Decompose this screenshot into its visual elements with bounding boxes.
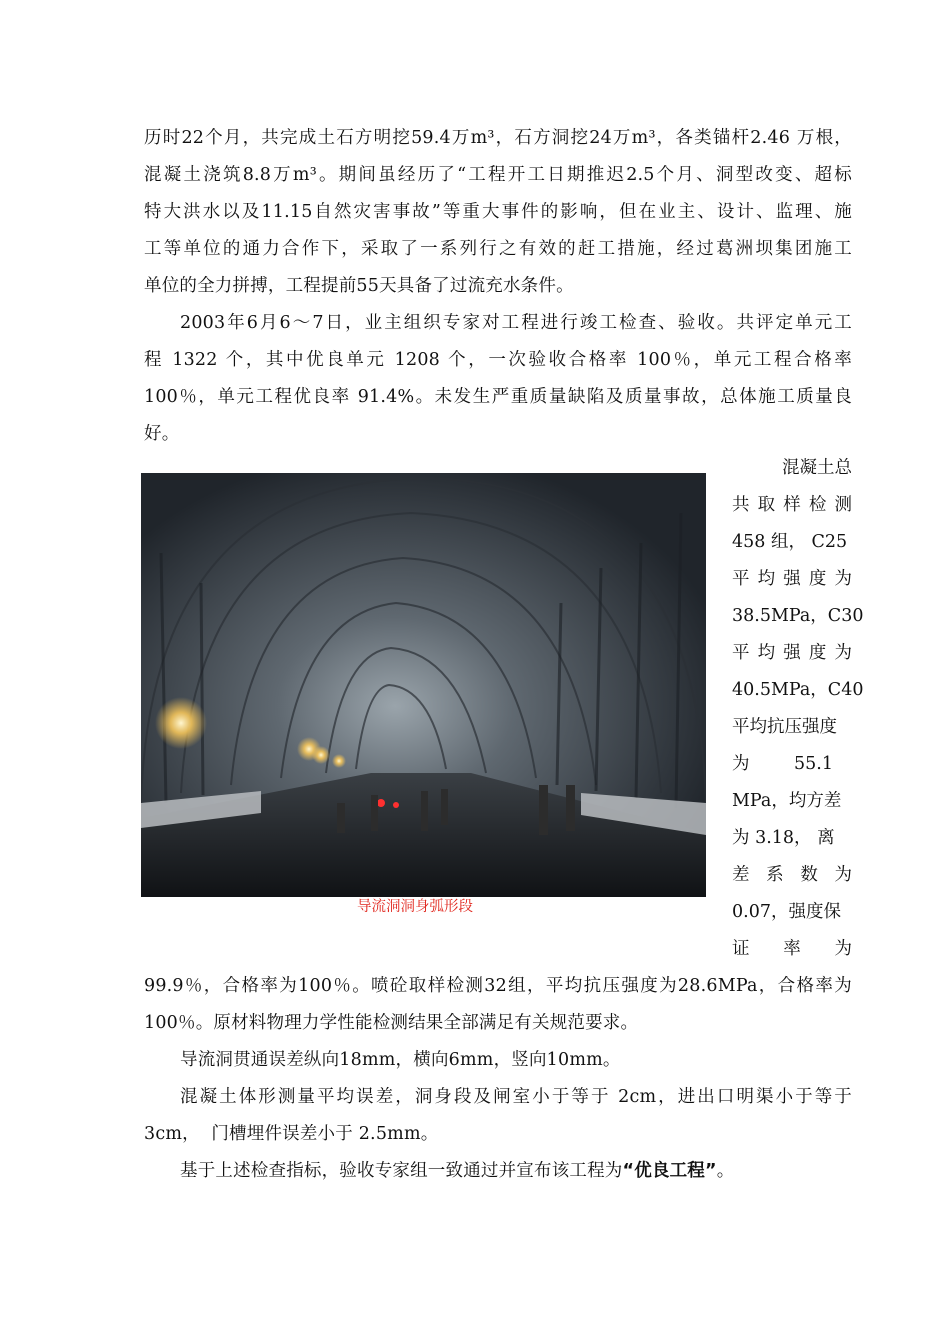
side-text-line-12: 差系数为 bbox=[732, 865, 852, 885]
paragraph-1-line-4: 工等单位的通力合作下，采取了一系列行之有效的赶工措施，经过葛洲坝集团施工 bbox=[144, 239, 852, 259]
paragraph-2-line-4: 好。 bbox=[144, 424, 180, 444]
paragraph-6-line-1 bbox=[144, 1159, 852, 1183]
side-text-line-10: MPa，均方差 bbox=[732, 791, 842, 811]
excellent-project-emphasis: “优良工程” bbox=[622, 1161, 717, 1181]
figure-caption: 导流洞洞身弧形段 bbox=[357, 899, 473, 915]
side-text-line-4: 平均强度为 bbox=[732, 569, 852, 589]
paragraph-3-line-1: 99.9％，合格率为100％。喷砼取样检测32组，平均抗压强度为28.6MPa，合格率为 bbox=[144, 976, 852, 996]
paragraph-1-line-1: 历时22个月，共完成土石方明挖59.4万m³，石方洞挖24万m³，各类锚杆2.46 万根， bbox=[144, 128, 852, 148]
side-text-line-3: 458 组， C25 bbox=[732, 532, 848, 552]
paragraph-6-prefix: 基于上述检查指标，验收专家组一致通过并宣布该工程为 bbox=[180, 1161, 623, 1181]
side-text-line-2: 共取样检测 bbox=[732, 495, 852, 515]
side-text-line-14: 证 率 为 bbox=[732, 939, 852, 959]
paragraph-1-line-3: 特大洪水以及11.15自然灾害事故”等重大事件的影响，但在业主、设计、监理、施 bbox=[144, 202, 852, 222]
side-text-line-5: 38.5MPa，C30 bbox=[732, 606, 864, 626]
side-text-line-9: 为 55.1 bbox=[732, 754, 833, 774]
paragraph-2-line-3: 100％，单元工程优良率 91.4%。未发生严重质量缺陷及质量事故，总体施工质量良 bbox=[144, 387, 852, 407]
paragraph-2-line-2: 程 1322 个，其中优良单元 1208 个，一次验收合格率 100％，单元工程合格率 bbox=[144, 350, 852, 370]
side-text-line-11: 为 3.18， 离 bbox=[732, 828, 835, 848]
paragraph-3-line-2: 100％。原材料物理力学性能检测结果全部满足有关规范要求。 bbox=[144, 1013, 639, 1033]
paragraph-6-suffix: 。 bbox=[716, 1161, 735, 1181]
side-text-line-6: 平均强度为 bbox=[732, 643, 852, 663]
side-text-line-7: 40.5MPa，C40 bbox=[732, 680, 864, 700]
paragraph-4-line-1: 导流洞贯通误差纵向18mm，横向6mm，竖向10mm。 bbox=[180, 1050, 621, 1070]
tunnel-photo-graphic bbox=[141, 473, 706, 897]
paragraph-5-line-1: 混凝土体形测量平均误差，洞身段及闸室小于等于 2cm，进出口明渠小于等于 bbox=[180, 1087, 852, 1107]
paragraph-1-line-2: 混凝土浇筑8.8万m³。期间虽经历了“工程开工日期推迟2.5个月、洞型改变、超标 bbox=[144, 165, 852, 185]
paragraph-5-line-2: 3cm， 门槽埋件误差小于 2.5mm。 bbox=[144, 1124, 439, 1144]
side-text-line-13: 0.07，强度保 bbox=[732, 902, 841, 922]
tunnel-photo bbox=[141, 473, 706, 897]
side-text-line-1: 混凝土总 bbox=[782, 458, 852, 478]
side-text-line-8: 平均抗压强度 bbox=[732, 717, 837, 737]
paragraph-1-line-5: 单位的全力拼搏，工程提前55天具备了过流充水条件。 bbox=[144, 276, 574, 296]
paragraph-2-line-1: 2003年6月6～7日，业主组织专家对工程进行竣工检查、验收。共评定单元工 bbox=[180, 313, 852, 333]
